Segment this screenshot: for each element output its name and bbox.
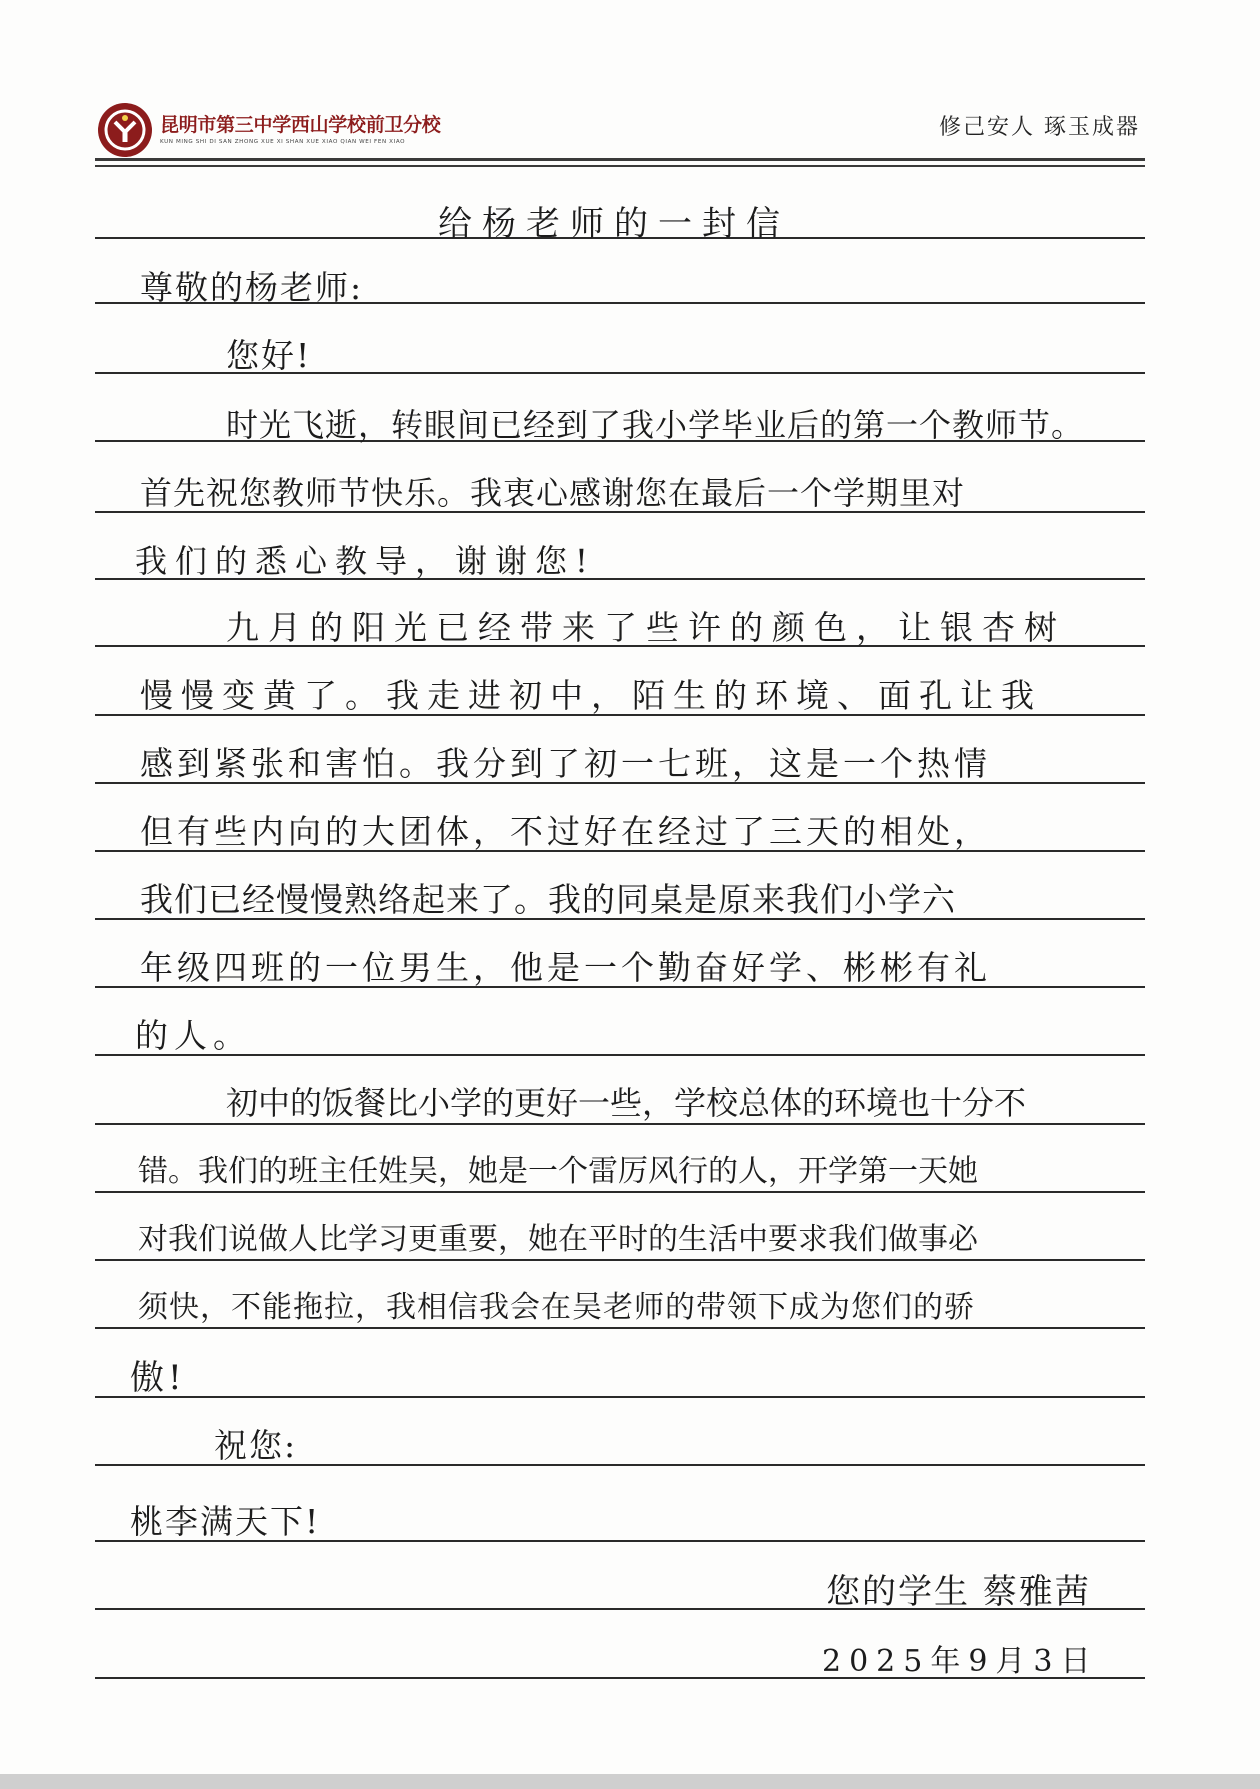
school-motto: 修己安人 琢玉成器 <box>939 115 1140 140</box>
letter-date: 2025年9月3日 <box>822 1644 1099 1679</box>
body-line: 我们的悉心教导，谢谢您! <box>135 542 596 580</box>
body-line: 错。我们的班主任姓吴，她是一个雷厉风行的人，开学第一天她 <box>138 1154 978 1189</box>
ruled-line <box>95 1327 1145 1329</box>
signature: 您的学生 蔡雅茜 <box>826 1572 1091 1612</box>
body-line: 但有些内向的大团体，不过好在经过了三天的相处， <box>140 812 991 851</box>
ruled-line <box>95 1259 1145 1261</box>
body-line: 感到紧张和害怕。我分到了初一七班，这是一个热情 <box>140 744 991 783</box>
body-line: 傲! <box>130 1358 186 1398</box>
ruled-line <box>95 1396 1145 1398</box>
school-name-pinyin: KUN MING SHI DI SAN ZHONG XUE XI SHAN XUE XIAO QIAN WEI FEN XIAO <box>160 139 406 145</box>
body-line: 的人。 <box>135 1016 252 1055</box>
page-bottom-band <box>0 1774 1260 1789</box>
ruled-line <box>95 1191 1145 1193</box>
greeting: 您好! <box>226 336 312 375</box>
body-line: 我们已经慢慢熟络起来了。我的同桌是原来我们小学六 <box>140 880 956 919</box>
school-logo <box>98 103 152 157</box>
school-name: 昆明市第三中学西山学校前卫分校 <box>160 114 441 136</box>
wish: 桃李满天下! <box>130 1502 321 1541</box>
body-line: 慢慢变黄了。我走进初中，陌生的环境、面孔让我 <box>140 676 1042 715</box>
header-rule <box>95 158 1145 161</box>
body-line: 对我们说做人比学习更重要，她在平时的生活中要求我们做事必 <box>138 1222 978 1257</box>
salutation: 尊敬的杨老师: <box>140 268 364 307</box>
body-line: 首先祝您教师节快乐。我衷心感谢您在最后一个学期里对 <box>140 474 966 512</box>
body-line: 年级四班的一位男生，他是一个勤奋好学、彬彬有礼 <box>140 948 991 987</box>
ruled-line <box>95 1054 1145 1056</box>
letterhead <box>0 0 1260 170</box>
letter-title: 给杨老师的一封信 <box>438 204 790 244</box>
header-rule-thin <box>95 165 1145 167</box>
body-line: 九月的阳光已经带来了些许的颜色，让银杏树 <box>226 608 1066 647</box>
school-emblem-icon <box>103 108 147 152</box>
body-line: 时光飞逝，转眼间已经到了我小学毕业后的第一个教师节。 <box>226 406 1085 444</box>
body-line: 初中的饭餐比小学的更好一些，学校总体的环境也十分不 <box>226 1084 1027 1122</box>
body-line: 须快，不能拖拉，我相信我会在吴老师的带领下成为您们的骄 <box>138 1290 975 1325</box>
closing: 祝您: <box>214 1426 298 1465</box>
